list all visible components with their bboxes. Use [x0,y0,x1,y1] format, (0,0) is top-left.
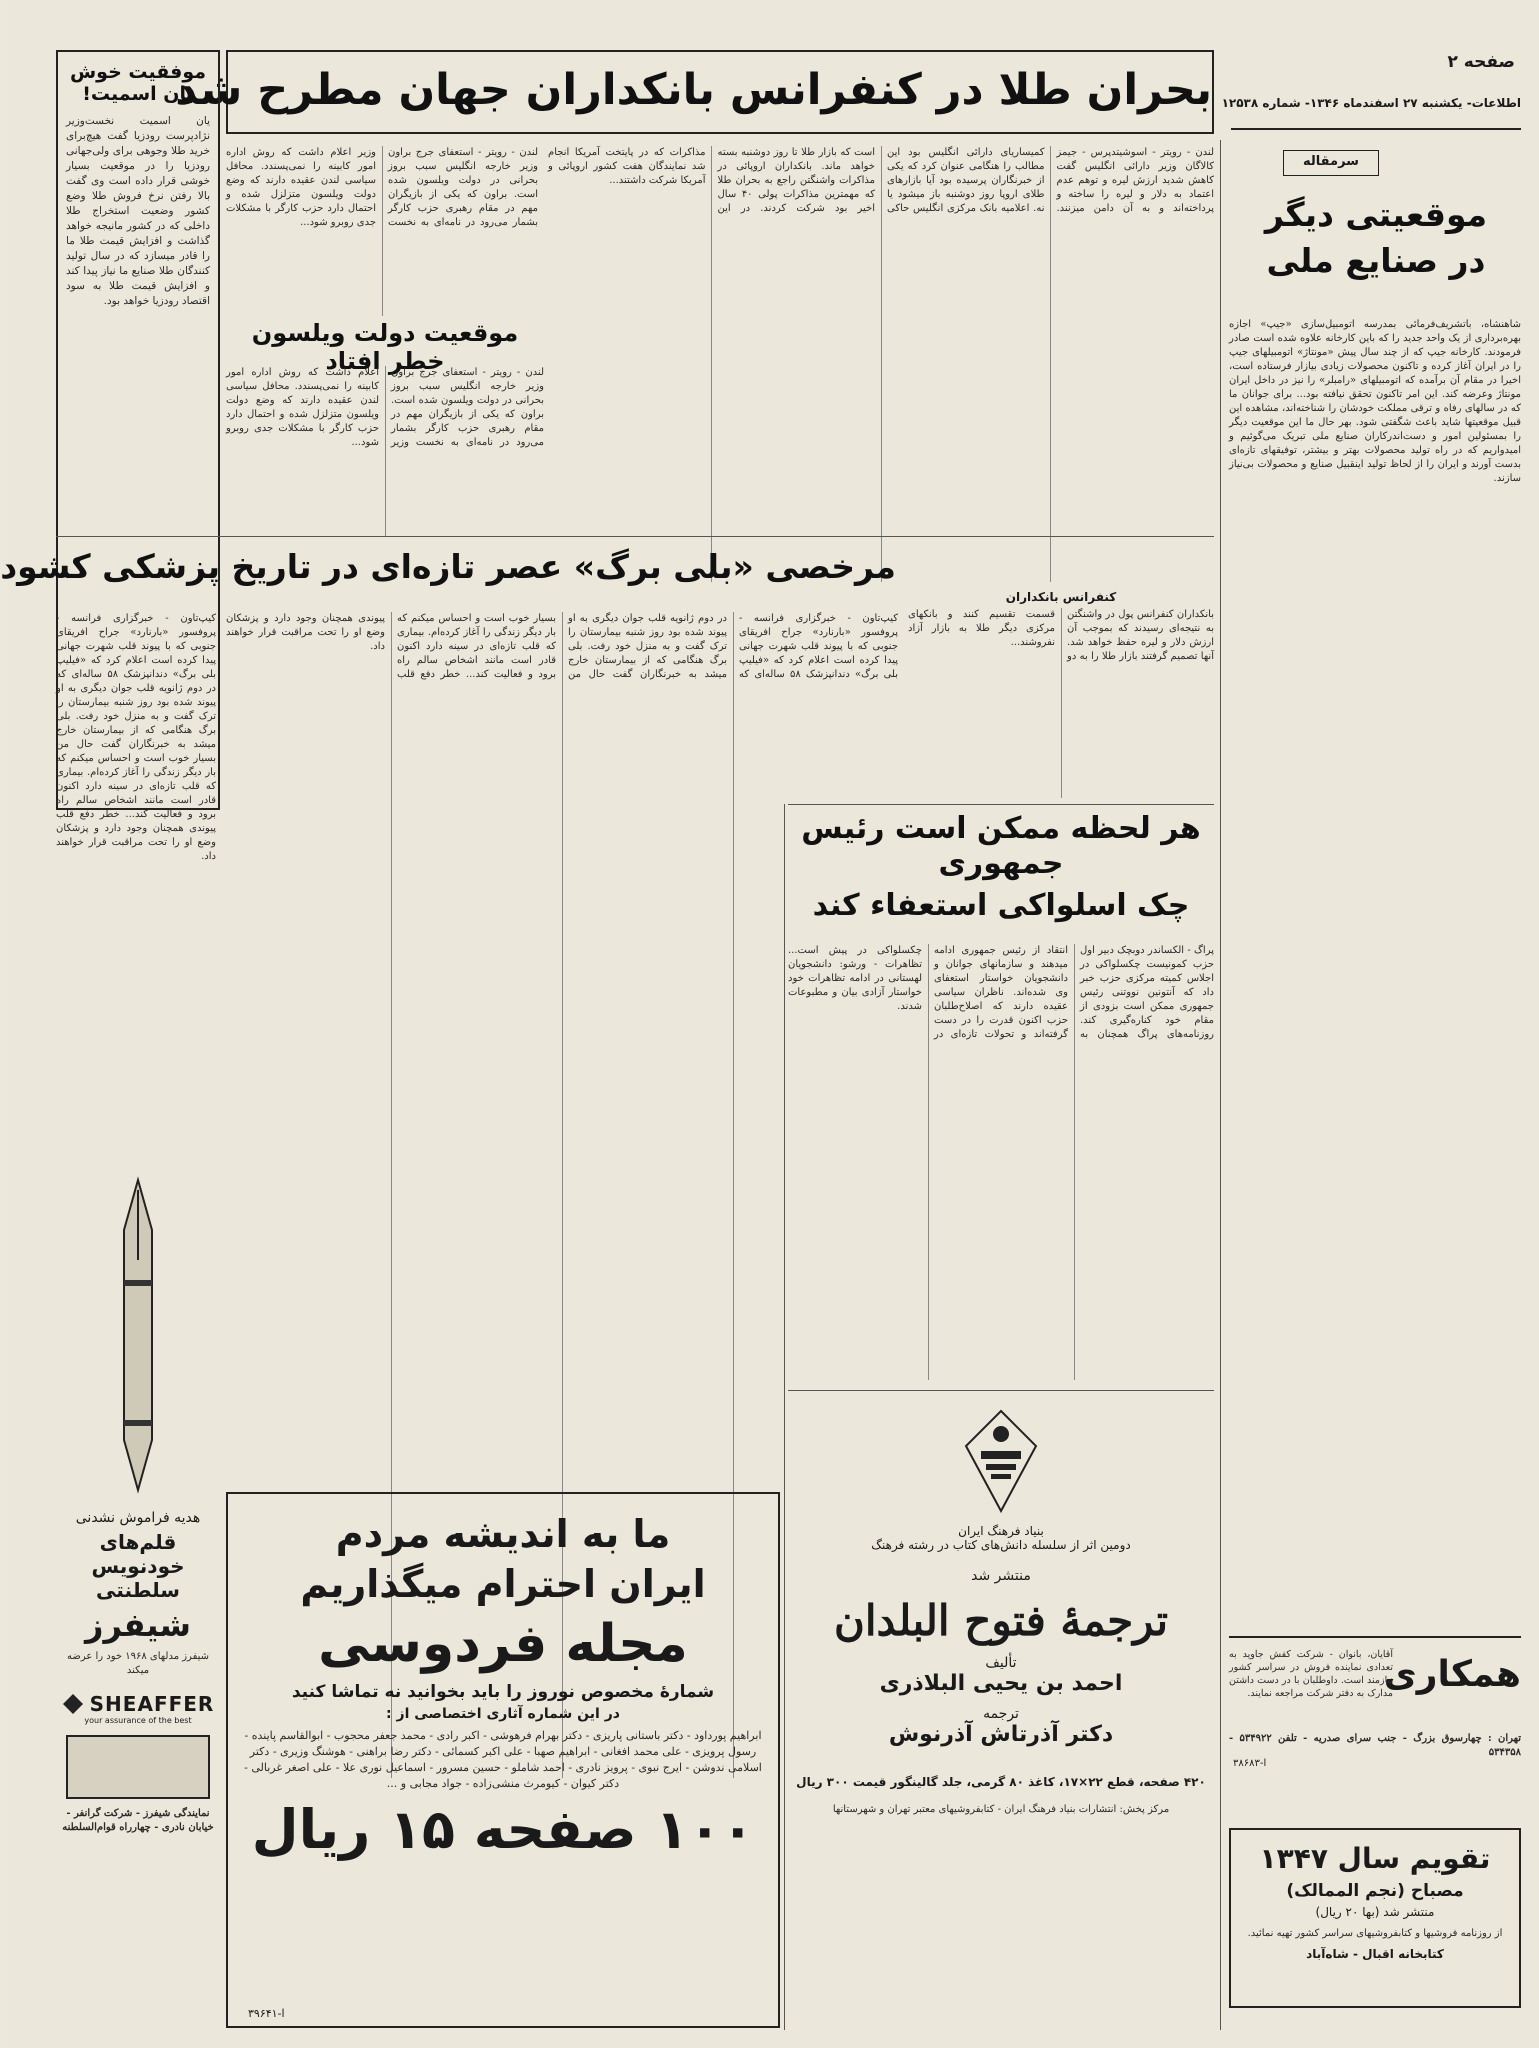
book-ad-footer: مرکز پخش: انتشارات بنیاد فرهنگ ایران - کتابفروشیهای معتبر تهران و شهرستانها [832,1804,1170,1815]
editorial-title [1231,196,1521,308]
bankers-note-body: بانکداران کنفرانس پول در واشنگتن به نتیجه‌ای رسیدند که بموجب آن ارزش دلار و لیره حفظ خواهد شد. آنها تصمیم گرفتند بازار طلا را به دو قسمت تقسیم کنند و بانکهای مرکزی دیگر طلا به بازار آزاد نفروشند... [908,609,1214,662]
pen-ad-dealer: نمایندگی شیفرز - شرکت گرانفر - خیابان نادری - چهارراه قوام‌السلطنه [62,1808,214,1833]
bankers-note-label: کنفرانس بانکداران [1005,590,1117,604]
book-ad-published: منتشر شد [971,1568,1031,1584]
book-ad-emblem-icon [956,1406,1046,1516]
book-ad-translator-label: ترجمه [983,1706,1019,1722]
issue-line: اطلاعات- یکشنبه ۲۷ اسفندماه ۱۳۴۶- شماره ۱۲۵۳۸ [1221,96,1521,110]
ferdowsi-line4: شمارهٔ مخصوص نوروز را باید بخوانید نه تماشا کنید [291,1682,715,1702]
main-headline-box [175,50,1214,134]
book-ad-specs: ۴۲۰ صفحه، قطع ۲۲×۱۷، کاغذ ۸۰ گرمی، جلد گالینگور قیمت ۳۰۰ ریال [796,1775,1206,1789]
pen-ad-tagline: شیفرز مدلهای ۱۹۶۸ خود را عرضه میکند [66,1651,210,1676]
book-ad [788,1396,1214,2028]
editorial-title-line1: موقعیتی دیگر [1264,195,1488,234]
gold-sidebar-headline-line1: موفقیت خوش [69,61,207,83]
pen-ad [56,1160,220,2028]
cooperation-body: آقایان، بانوان - شرکت کفش جاوید به تعدادی نماینده فروش در سراسر کشور نیازمند است. داوطلبان با در دست داشتن مدارک به دفتر شرکت مراجعه نمایند. [1229,1649,1393,1699]
fountain-pen-icon [108,1170,168,1500]
book-ad-title: ترجمهٔ فتوح البلدان [833,1596,1169,1645]
wilson-story-body: لندن - رویتر - استعفای جرج براون وزیر خارجه انگلیس سبب بروز بحرانی در دولت ویلسون شده است. براون که یکی از بازیگران مهم در مقام رهبری حزب کارگر بشمار می‌رود در نامه‌ای به نخست وزیر اعلام داشت که روش اداره امور کابینه را نمی‌پسندد. محافل سیاسی لندن عقیده دارند که وضع دولت ویلسون متزلزل شده و احتمال دارد حزب کارگر با مشکلات جدی روبرو شود... [226,147,538,228]
sheaffer-brand: SHEAFFER [89,1692,215,1716]
cooperation-address: تهران : چهارسوق بزرگ - جنب سرای صدریه - تلفن ۵۳۴۹۲۲ - ۵۳۴۳۵۸ [1229,1733,1522,1758]
page-number: صفحه ۲ [1447,52,1515,72]
gold-sidebar-headline [58,62,218,106]
calendar-title: تقویم سال ۱۳۴۷ [1259,1842,1491,1875]
ferdowsi-line1: ما به اندیشه مردم [335,1512,671,1556]
pen-ad-line2: شیفرز [85,1606,191,1644]
czech-story-body: پراگ - الکساندر دوبچک دبیر اول حزب کمونیست چکسلواکی در اجلاس کمیته مرکزی حزب خبر داد که آنتونین نووتنی رئیس جمهوری ممکن است بزودی از مقام خود کناره‌گیری کند. روزنامه‌های پراگ همچنان به انتقاد از رئیس جمهوری ادامه میدهند و سازمانهای جوانان و دانشجویان خواستار استعفای وی شده‌اند. ناظران سیاسی عقیده دارند که اصلاح‌طلبان حزب اکنون قدرت را در دست گرفته‌اند و تحولات تازه‌ای در چکسلواکی در پیش است... تظاهرات - ورشو: دانشجویان لهستانی در ادامه تظاهرات خود خواستار آزادی بیان و مطبوعات شدند. [788,945,1214,1040]
main-story-headline: بحران طلا در کنفرانس بانکداران جهان مطرح شد [175,65,1212,115]
heart-story-headline: مرخصی «بلی برگ» عصر تازه‌ای در تاریخ پزشکی کشود [0,547,896,586]
heart-story-body: کیپ‌تاون - خبرگزاری فرانسه - پروفسور «بارنارد» جراح افریقای جنوبی که با پیوند قلب شهرت جهانی پیدا کرده است اعلام کرد که «فیلیپ بلی برگ» دندانپزشک ۵۸ ساله‌ای که در دوم ژانویه قلب جوان دیگری به او پیوند شده بود روز شنبه بیمارستان را ترک گفت و به منزل خود رفت. بلی برگ هنگامی که از بیمارستان خارج میشد به خبرنگاران گفت حال من بسیار خوب است و احساس میکنم که بار دیگر زندگی را آغاز کرده‌ام. بیماری که قلب تازه‌ای در سینه دارد اکنون قادر است مانند اشخاص سالم راه برود و فعالیت کند... خطر دفع قلب پیوندی همچنان وجود دارد و پزشکان وضع او را تحت مراقبت قرار خواهند داد. [226,613,898,680]
ferdowsi-price: ۱۰۰ صفحه ۱۵ ریال [251,1798,755,1861]
czech-headline-line1: هر لحظه ممکن است رئیس جمهوری [801,811,1201,881]
book-ad-org-line1: بنیاد فرهنگ ایران [958,1524,1044,1538]
bankers-note [908,590,1214,800]
book-ad-author-label: تألیف [985,1655,1017,1671]
editorial-title-line2: در صنایع ملی [1266,240,1486,280]
ferdowsi-contributors: ابراهیم پورداود - دکتر باستانی پاریزی - دکتر بهرام فرهوشی - اکبر رادی - محمد جعفر محجوب - ابوالقاسم پاینده - رسول پرویزی - علی محمد افغانی - ابراهیم صهبا - علی اکبر کسمائی - دکتر رضا براهنی - هوشنگ وزیری - دکتر اسلامی ندوشن - ایرج نبوی - پرویز نادری - احمد شاملو - حسین مسرور - اسماعیل نوری علا - علی اصغر غربالی - دکتر کیوان - کیومرث منشی‌زاده - جواد مجابی و ... [244,1729,762,1790]
ferdowsi-line3: مجله فردوسی [318,1614,688,1674]
calendar-subtitle: مصباح (نجم الممالک) [1286,1881,1464,1901]
heart-story-side: کیپ‌تاون - خبرگزاری فرانسه - پروفسور «بارنارد» جراح افریقای جنوبی که با پیوند قلب شهرت جهانی پیدا کرده است اعلام کرد که «فیلیپ بلی برگ» دندانپزشک ۵۸ ساله‌ای که در دوم ژانویه قلب جوان دیگری به او پیوند شده بود روز شنبه بیمارستان را ترک گفت و به منزل خود رفت. بلی برگ هنگامی که از بیمارستان خارج میشد به خبرنگاران گفت حال من بسیار خوب است و احساس میکنم که بار دیگر زندگی را آغاز کرده‌ام. بیماری که قلب تازه‌ای در سینه دارد اکنون قادر است مانند اشخاص سالم راه برود و فعالیت کند... خطر دفع قلب پیوندی همچنان وجود دارد و پزشکان وضع او را تحت مراقبت قرار خواهند داد. [56,613,217,862]
main-story-body: لندن - رویتر - اسوشیتدپرس - جیمز کالاگان وزیر دارائی انگلیس گفت کاهش شدید ارزش لیره و توهم عدم اعتماد به دلار و لیره را ساخته و پرداخته‌اند و به آن دامن میزنند. کمیساریای دارائی انگلیس بود این مطالب را هنگامی عنوان کرد که یکی از خبرنگاران پرسیده بود آیا بازارهای طلای اروپا روز دوشنبه باز میشود یا نه. اعلامیه بانک مرکزی انگلیس حاکی است که بازار طلا تا روز دوشنبه بسته خواهد ماند. بانکداران اروپائی در مذاکرات واشنگتن راجع به بحران طلا که مهمترین مذاکرات پولی ۴۰ سال اخیر بود شرکت کردند. در این مذاکرات که در پایتخت آمریکا انجام شد نمایندگان هفت کشور اروپائی و آمریکا شرکت داشتند... [548,147,1214,214]
wilson-story-continued: لندن - رویتر - استعفای جرج براون وزیر خارجه انگلیس سبب بروز بحرانی در دولت ویلسون شده است. براون که یکی از بازیگران مهم در مقام رهبری حزب کارگر بشمار می‌رود در نامه‌ای به نخست وزیر اعلام داشت که روش اداره امور کابینه را نمی‌پسندد. محافل سیاسی لندن عقیده دارند که وضع دولت ویلسون متزلزل شده و احتمال دارد حزب کارگر با مشکلات جدی روبرو شود... [226,367,544,448]
pen-set-image [66,1735,210,1799]
sheaffer-logo [56,1692,220,1716]
ferdowsi-line2: ایران احترام میگذاریم [300,1562,706,1606]
ferdowsi-ad [226,1492,780,2028]
gold-sidebar-headline-line2: یان اسمیت! [82,82,194,105]
ferdowsi-code: ا-۳۹۶۴۱ [248,2007,285,2020]
book-ad-translator: دکتر آذرتاش آذرنوش [888,1722,1114,1747]
ferdowsi-line5: در این شماره آثاری اختصاصی از : [386,1706,620,1722]
cooperation-title: همکاری [1383,1654,1521,1695]
wilson-story-headline: موقعیت دولت ویلسون خطر افتاد [251,319,519,375]
calendar-ad [1229,1828,1521,2008]
czech-headline-line2: چک اسلواکی استعفاء کند [812,888,1190,923]
czech-story-headline [788,812,1214,936]
sheaffer-slogan: your assurance of the best [84,1716,192,1725]
pen-ad-line1: قلم‌های خودنویس سلطنتی [91,1530,185,1602]
calendar-note: از روزنامه فروشیها و کتابفروشیهای سراسر کشور تهیه نمائید. [1247,1928,1503,1939]
cooperation-code: ا-۳۸۶۸۳ [1233,1758,1267,1769]
editorial-body: شاهنشاه، باتشریف‌فرمائی بمدرسه اتومبیل‌سازی «جیپ» اجازه بهره‌برداری از یک واحد جدید را که باین کارخانه علاوه شده است صادر فرمودند. کارخانه جیپ که از چند سال پیش «مونتاژ» اتومبیلهای جیپ را در ایران آغاز کرده و تاکنون محصولات زیادی بیازار فرستاده است، اخیرا در مقام آن برآمده که اتومبیلهای «رامبلر» را نیز در داخل ایران مونتاژ وعرضه کند. این امر تاکنون تحقق نیافته بود... برای جوانان ما که در سالهای رفاه و ترقی مملکت خودشان را شناخته‌اند، مشاهده این قبیل موقعیتها شاید باعث شگفتی شود. بهر حال ما این موقعیت دیگر را بمسئولین امور و دست‌اندرکاران صنایع ملی تبریک می‌گوئیم و امیدواریم که در راه تولید محصولات بهتر و بیشتر، توفیقهای تازه‌ای بدست آورند و ایران را از لحاظ تولید اینقبیل صنایع و محصولات بی‌نیاز سازند. [1229,319,1521,484]
book-ad-org-line2: دومین اثر از سلسله دانش‌های کتاب در رشته فرهنگ [871,1538,1131,1552]
book-ad-author: احمد بن یحیی البلاذری [879,1671,1123,1696]
cooperation-ad [1229,1648,1521,1808]
calendar-publisher: کتابخانه اقبال - شاه‌آباد [1306,1947,1444,1961]
gold-sidebar-body: یان اسمیت نخست‌وزیر نژادپرست رودزیا گفت هیچ‌برای خرید طلا وجوهی برای ولی‌جهانی رودزیا را در موقعیت بسیار خوشی قرار داده است وی گفت بالا رفتن نرخ فروش طلا وضع کشور وضعیت استخراج طلا داخلی که در کشور مانیجه خواهد گذاشت و افزایش قیمت طلا ما را قادر میسازد که در سال تولید کنندگان طلا صنایع ما نیاز پیدا کند و افزایش قیمت طلا به سود اقتصاد رودزیا خواهد بود. [66,114,210,307]
pen-ad-intro: هدیه فراموش نشدنی [75,1510,201,1526]
sheaffer-dot-icon [62,1693,84,1715]
calendar-published: منتشر شد (بها ۲۰ ریال) [1315,1905,1435,1919]
editorial-section-label: سرمقاله [1283,150,1379,176]
